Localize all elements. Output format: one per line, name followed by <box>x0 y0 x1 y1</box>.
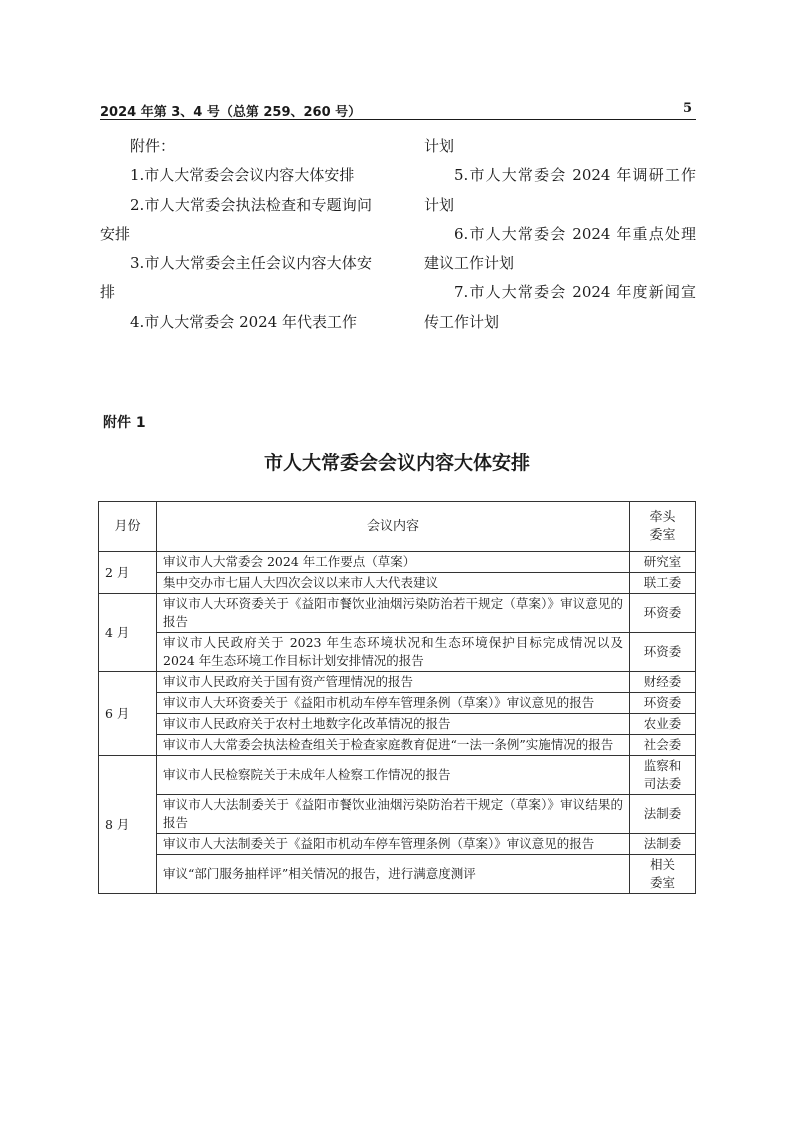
lead-cell <box>630 834 696 855</box>
lead-cell <box>630 795 696 834</box>
annex-label: 附件 1 <box>103 415 146 431</box>
lead-cell <box>630 672 696 693</box>
content-cell: 审议市人大常委会 2024 年工作要点（草案） <box>157 552 630 573</box>
attachment-item-4: 4.市人大常委会 2024 年代表工作 <box>130 312 358 331</box>
content-cell: 审议市人大法制委关于《益阳市机动车停车管理条例（草案）》审议意见的报告 <box>157 834 630 855</box>
attachment-item-5: 5.市人大常委会 2024 年调研工作计划 <box>424 166 696 214</box>
table-row <box>99 795 696 834</box>
lead-line: 财经委 <box>643 674 682 689</box>
lead-line: 监察和 <box>643 758 682 773</box>
lead-cell <box>630 735 696 756</box>
table-row <box>99 594 696 633</box>
content-cell: 审议市人大环资委关于《益阳市机动车停车管理条例（草案）》审议意见的报告 <box>157 693 630 714</box>
lead-cell <box>630 693 696 714</box>
lead-cell <box>630 552 696 573</box>
content-cell: 集中交办市七届人大四次会议以来市人大代表建议 <box>157 573 630 594</box>
table-row <box>99 834 696 855</box>
content-cell: 审议市人民检察院关于未成年人检察工作情况的报告 <box>157 756 630 795</box>
lead-cell <box>630 855 696 894</box>
attachment-item-6: 6.市人大常委会 2024 年重点处理建议工作计划 <box>424 224 696 273</box>
month-cell: 6 月 <box>99 672 157 756</box>
attachment-column-left <box>100 132 372 337</box>
table-row <box>99 672 696 693</box>
issue-number: 2024 年第 3、4 号（总第 259、260 号） <box>100 105 362 120</box>
header-lead-line2: 委室 <box>649 527 676 543</box>
header-content: 会议内容 <box>157 502 630 552</box>
lead-cell <box>630 594 696 633</box>
lead-line: 相关 <box>649 857 675 872</box>
lead-line: 环资委 <box>643 695 682 710</box>
content-cell: 审议市人大常委会执法检查组关于检查家庭教育促进“一法一条例”实施情况的报告 <box>157 735 630 756</box>
lead-cell <box>630 633 696 672</box>
month-cell: 4 月 <box>99 594 157 672</box>
content-cell: 审议市人大环资委关于《益阳市餐饮业油烟污染防治若干规定（草案）》审议意见的报告 <box>157 594 630 633</box>
attachment-item-1: 1.市人大常委会会议内容大体安排 <box>130 166 355 185</box>
page-number: 5 <box>682 101 692 116</box>
header-month: 月份 <box>99 502 157 552</box>
table-header-row <box>99 502 696 552</box>
lead-line: 司法委 <box>643 776 682 791</box>
content-cell: 审议“部门服务抽样评”相关情况的报告，进行满意度测评 <box>157 855 630 894</box>
lead-cell <box>630 756 696 795</box>
table-row <box>99 693 696 714</box>
attachment-item-2: 2.市人大常委会执法检查和专题询问安排 <box>100 195 372 243</box>
content-cell: 审议市人民政府关于 2023 年生态环境状况和生态环境保护目标完成情况以及 2024 年生态环境工作目标计划安排情况的报告 <box>157 633 630 672</box>
lead-line: 法制委 <box>643 806 682 821</box>
attachment-label: 附件： <box>130 137 176 155</box>
meeting-schedule-table <box>98 501 696 894</box>
table-row <box>99 552 696 573</box>
lead-line: 环资委 <box>643 605 682 620</box>
table-row <box>99 714 696 735</box>
attachment-item-3: 3.市人大常委会主任会议内容大体安排 <box>100 254 372 302</box>
lead-line: 研究室 <box>643 554 682 569</box>
attachment-item-7: 7.市人大常委会 2024 年度新闻宣传工作计划 <box>424 283 696 331</box>
table-row <box>99 633 696 672</box>
month-cell: 8 月 <box>99 756 157 894</box>
lead-line: 委室 <box>649 875 675 890</box>
table-row <box>99 573 696 594</box>
month-cell: 2 月 <box>99 552 157 594</box>
attachment-item-4-continued: 计划 <box>424 137 455 155</box>
lead-line: 环资委 <box>643 644 682 659</box>
table-row <box>99 855 696 894</box>
attachment-column-right <box>424 132 696 337</box>
table-row <box>99 756 696 795</box>
content-cell: 审议市人民政府关于国有资产管理情况的报告 <box>157 672 630 693</box>
table-row <box>99 735 696 756</box>
lead-line: 社会委 <box>643 737 682 752</box>
lead-line: 法制委 <box>643 836 682 851</box>
content-cell: 审议市人民政府关于农村土地数字化改革情况的报告 <box>157 714 630 735</box>
page-title: 市人大常委会会议内容大体安排 <box>263 452 530 474</box>
running-header <box>100 101 696 120</box>
lead-cell <box>630 573 696 594</box>
lead-cell <box>630 714 696 735</box>
lead-line: 农业委 <box>643 716 682 731</box>
table-body <box>99 552 696 894</box>
header-lead-line1: 牵头 <box>649 509 676 525</box>
header-lead <box>630 502 696 552</box>
content-cell: 审议市人大法制委关于《益阳市餐饮业油烟污染防治若干规定（草案）》审议结果的报告 <box>157 795 630 834</box>
lead-line: 联工委 <box>643 575 682 590</box>
attachment-list <box>100 132 696 372</box>
